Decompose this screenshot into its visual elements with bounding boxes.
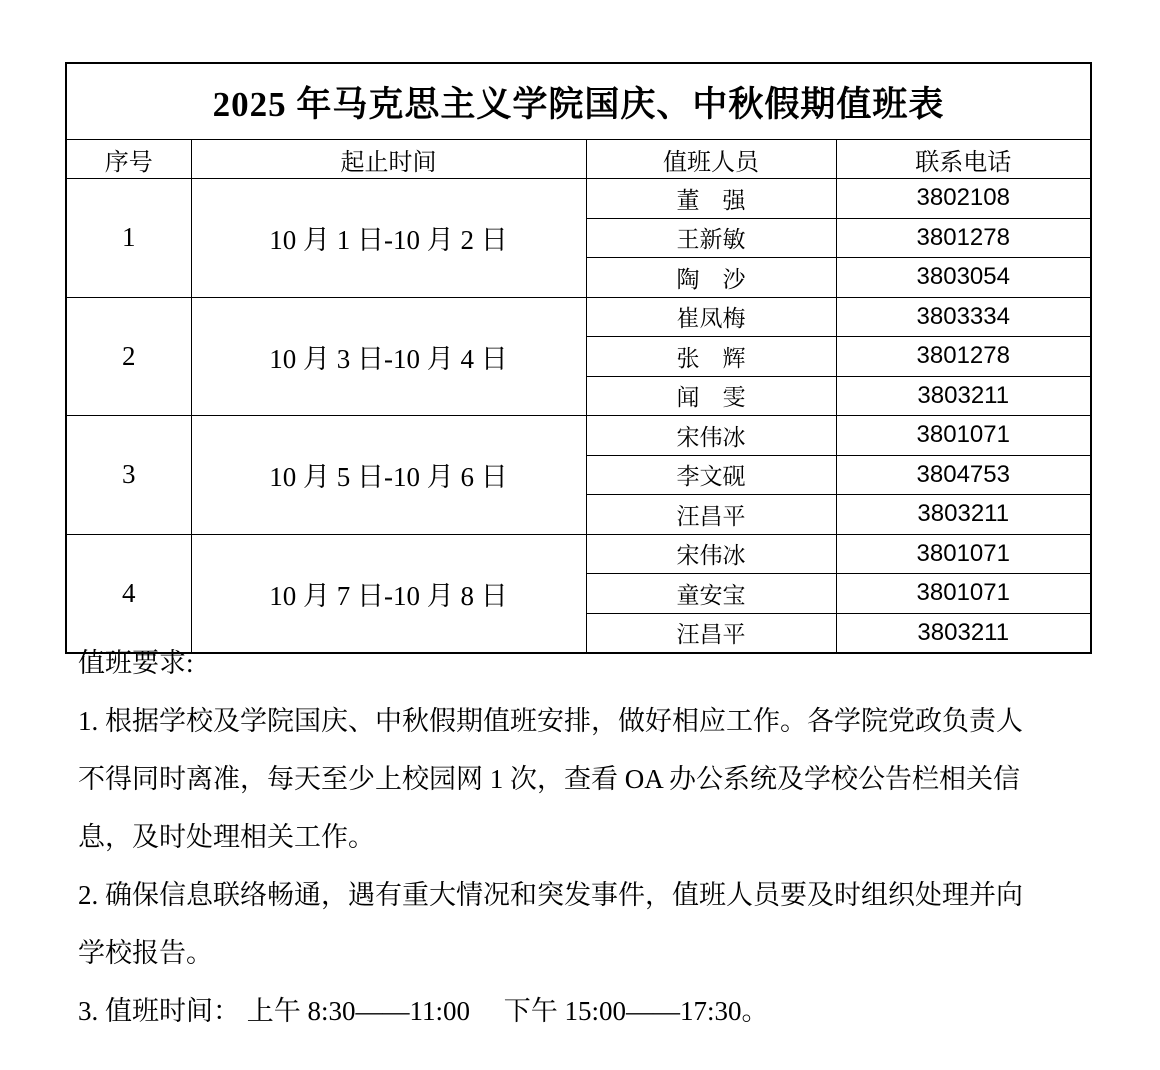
notes-section <box>78 634 1098 1040</box>
period-cell: 10 月 7 日-10 月 8 日 <box>191 534 586 653</box>
phone-cell: 3803054 <box>836 258 1091 298</box>
serial-cell: 2 <box>66 297 191 416</box>
serial-cell: 4 <box>66 534 191 653</box>
col-header-period: 起止时间 <box>191 140 586 179</box>
staff-name-cell: 宋伟冰 <box>586 534 836 574</box>
phone-cell: 3802108 <box>836 179 1091 219</box>
phone-cell: 3801278 <box>836 337 1091 377</box>
staff-name-cell: 陶 沙 <box>586 258 836 298</box>
staff-name-cell: 崔凤梅 <box>586 297 836 337</box>
table-row <box>66 534 1091 574</box>
serial-cell: 3 <box>66 416 191 535</box>
col-header-phone: 联系电话 <box>836 140 1091 179</box>
phone-cell: 3801278 <box>836 218 1091 258</box>
serial-cell: 1 <box>66 179 191 298</box>
staff-name-cell: 张 辉 <box>586 337 836 377</box>
phone-cell: 3803211 <box>836 376 1091 416</box>
phone-cell: 3803211 <box>836 613 1091 653</box>
staff-name-cell: 汪昌平 <box>586 495 836 535</box>
note-line: 息，及时处理相关工作。 <box>78 822 375 852</box>
note-line: 1. 根据学校及学院国庆、中秋假期值班安排，做好相应工作。各学院党政负责人 <box>78 706 1023 736</box>
period-cell: 10 月 3 日-10 月 4 日 <box>191 297 586 416</box>
staff-name-cell: 王新敏 <box>586 218 836 258</box>
staff-name-cell: 李文砚 <box>586 455 836 495</box>
col-header-staff: 值班人员 <box>586 140 836 179</box>
staff-name-cell: 闻 雯 <box>586 376 836 416</box>
col-header-serial: 序号 <box>66 140 191 179</box>
phone-cell: 3801071 <box>836 574 1091 614</box>
staff-name-cell: 童安宝 <box>586 574 836 614</box>
table-header-row <box>66 140 1091 179</box>
period-cell: 10 月 5 日-10 月 6 日 <box>191 416 586 535</box>
note-line: 2. 确保信息联络畅通，遇有重大情况和突发事件，值班人员要及时组织处理并向 <box>78 880 1023 910</box>
phone-cell: 3801071 <box>836 416 1091 456</box>
table-row <box>66 416 1091 456</box>
note-line: 3. 值班时间： 上午 8:30——11:00 下午 15:00——17:30。 <box>78 996 769 1026</box>
staff-name-cell: 汪昌平 <box>586 613 836 653</box>
title-row <box>66 63 1091 140</box>
phone-cell: 3803334 <box>836 297 1091 337</box>
note-line: 不得同时离准，每天至少上校园网 1 次，查看 OA 办公系统及学校公告栏相关信 <box>78 764 1021 794</box>
period-cell: 10 月 1 日-10 月 2 日 <box>191 179 586 298</box>
phone-cell: 3801071 <box>836 534 1091 574</box>
table-title: 2025 年马克思主义学院国庆、中秋假期值班表 <box>66 63 1091 140</box>
notes-heading: 值班要求: <box>78 648 194 678</box>
table-row <box>66 297 1091 337</box>
phone-cell: 3803211 <box>836 495 1091 535</box>
staff-name-cell: 宋伟冰 <box>586 416 836 456</box>
table-row <box>66 179 1091 219</box>
phone-cell: 3804753 <box>836 455 1091 495</box>
duty-roster-table <box>65 62 1092 654</box>
staff-name-cell: 董 强 <box>586 179 836 219</box>
note-line: 学校报告。 <box>78 938 213 968</box>
